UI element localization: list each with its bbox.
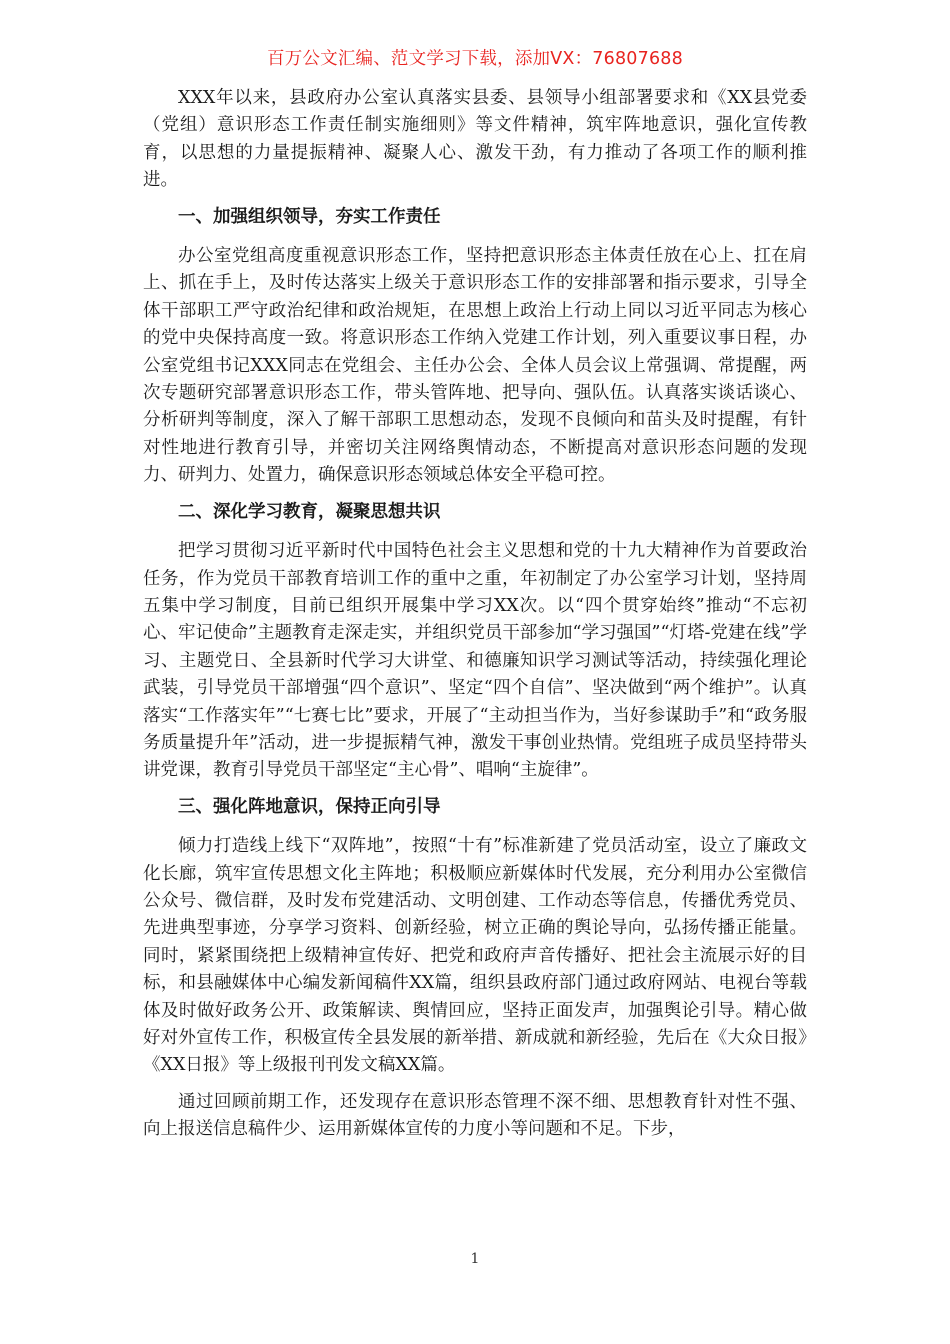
- section-1-heading: 一、加强组织领导，夯实工作责任: [178, 206, 441, 227]
- page-number: 1: [470, 1251, 480, 1267]
- intro-paragraph: XXX年以来，县政府办公室认真落实县委、县领导小组部署要求和《XX县党委（党组）意识形态工作责任制实施细则》等文件精神，筑牢阵地意识，强化宣传教育，以思想的力量提振精神、凝聚人心、激发干劲，有力推动了各项工作的顺利推进。: [143, 88, 807, 191]
- closing-paragraph: 通过回顾前期工作，还发现存在意识形态管理不深不细、思想教育针对性不强、向上报送信息稿件少、运用新媒体宣传的力度小等问题和不足。下步，: [143, 1091, 807, 1140]
- promo-banner: 百万公文汇编、范文学习下载，添加VX：76807688: [267, 49, 683, 69]
- section-2-heading: 二、深化学习教育，凝聚思想共识: [178, 501, 441, 522]
- section-2-paragraph: 把学习贯彻习近平新时代中国特色社会主义思想和党的十九大精神作为首要政治任务，作为党员干部教育培训工作的重中之重，年初制定了办公室学习计划，坚持周五集中学习制度，目前已组织开展集中学习XX次。以“四个贯穿始终”推动“不忘初心、牢记使命”主题教育走深走实，并组织党员干部参加“学习强国”“灯塔-党建在线”学习、主题党日、全县新时代学习大讲堂、和德廉知识学习测试等活动，持续强化理论武装，引导党员干部增强“四个意识”、坚定“四个自信”、坚决做到“两个维护”。认真落实“工作落实年”“七赛七比”要求，开展了“主动担当作为，当好参谋助手”和“政务服务质量提升年”活动，进一步提振精气神，激发干事创业热情。党组班子成员坚持带头讲党课，教育引导党员干部坚定“主心骨”、唱响“主旋律”。: [143, 541, 807, 781]
- section-3-paragraph: 倾力打造线上线下“双阵地”，按照“十有”标准新建了党员活动室，设立了廉政文化长廊，筑牢宣传思想文化主阵地；积极顺应新媒体时代发展，充分利用办公室微信公众号、微信群，及时发布党建活动、文明创建、工作动态等信息，传播优秀党员、先进典型事迹，分享学习资料、创新经验，树立正确的舆论导向，弘扬传播正能量。同时，紧紧围绕把上级精神宣传好、把党和政府声音传播好、把社会主流展示好的目标，和县融媒体中心编发新闻稿件XX篇，组织县政府部门通过政府网站、电视台等载体及时做好政务公开、政策解读、舆情回应，坚持正面发声，加强舆论引导。精心做好对外宣传工作，积极宣传全县发展的新举措、新成就和新经验，先后在《大众日报》《XX日报》等上级报刊刊发文稿XX篇。: [143, 836, 807, 1076]
- document-body: [143, 85, 807, 1153]
- section-1-paragraph: 办公室党组高度重视意识形态工作，坚持把意识形态主体责任放在心上、扛在肩上、抓在手上，及时传达落实上级关于意识形态工作的安排部署和指示要求，引导全体干部职工严守政治纪律和政治规矩，在思想上政治上行动上同以习近平同志为核心的党中央保持高度一致。将意识形态工作纳入党建工作计划，列入重要议事日程，办公室党组书记XXX同志在党组会、主任办公会、全体人员会议上常强调、常提醒，两次专题研究部署意识形态工作，带头管阵地、把导向、强队伍。认真落实谈话谈心、分析研判等制度，深入了解干部职工思想动态，发现不良倾向和苗头及时提醒，有针对性地进行教育引导，并密切关注网络舆情动态，不断提高对意识形态问题的发现力、研判力、处置力，确保意识形态领域总体安全平稳可控。: [143, 246, 807, 486]
- section-3-heading: 三、强化阵地意识，保持正向引导: [178, 796, 441, 817]
